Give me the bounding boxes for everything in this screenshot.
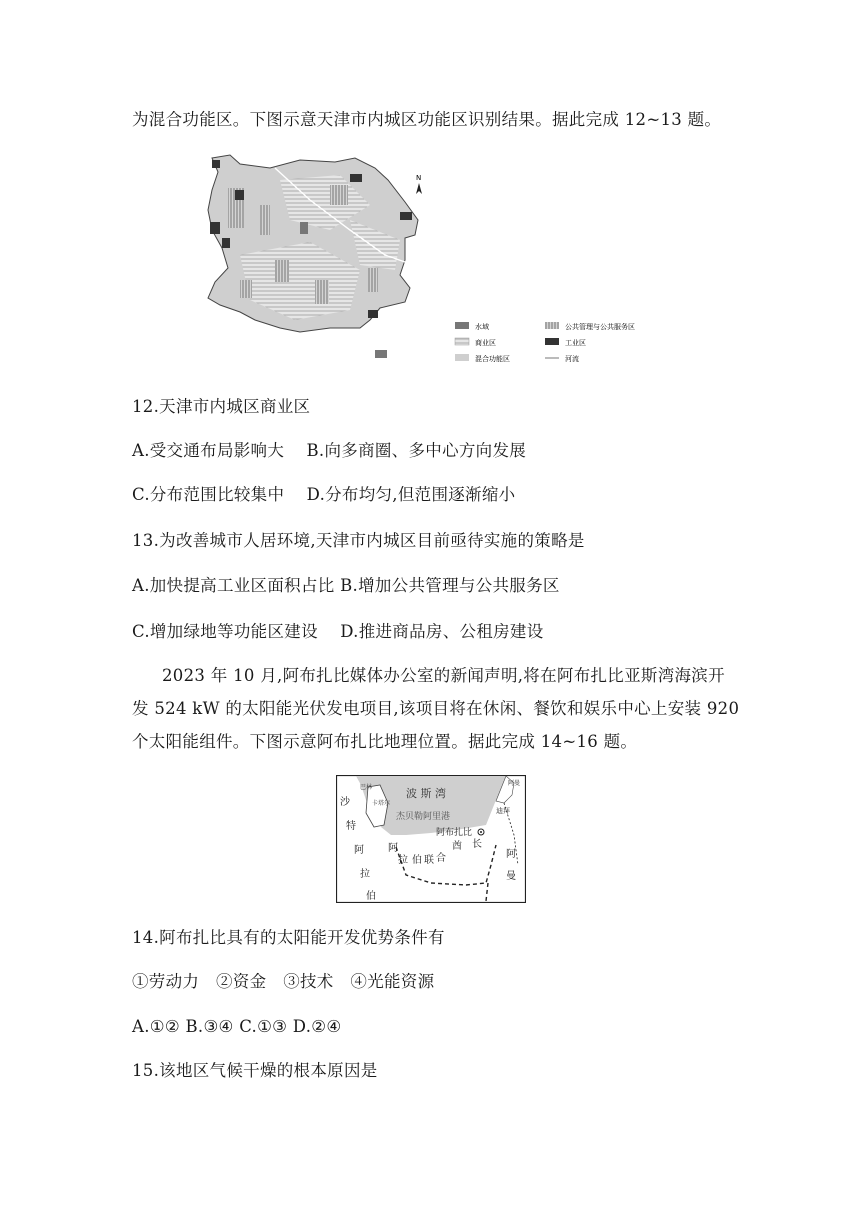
- svg-text:拉: 拉: [360, 869, 370, 880]
- q14-stem: 14.阿布扎比具有的太阳能开发优势条件有: [132, 928, 445, 947]
- legend-industrial: 工业区: [565, 339, 586, 347]
- q14-options: A.①② B.③④ C.①③ D.②④: [132, 1017, 342, 1036]
- label-hormuz: 阿曼: [508, 780, 521, 787]
- legend-commercial: 商业区: [475, 339, 496, 347]
- abu-dhabi-location-map: [336, 775, 526, 903]
- svg-text:长: 长: [472, 839, 482, 850]
- q13-options-cd: C.增加绿地等功能区建设 D.推进商品房、公租房建设: [132, 622, 544, 641]
- label-bahrain: 巴林: [360, 784, 373, 791]
- label-gulf: 波 斯 湾: [406, 787, 446, 800]
- q12-options-cd: C.分布范围比较集中 D.分布均匀,但范围逐渐缩小: [132, 485, 516, 504]
- svg-text:阿: 阿: [354, 845, 364, 856]
- label-abu-dhabi: 阿布扎比: [436, 828, 473, 838]
- passage-line-3: 个太阳能组件。下图示意阿布扎比地理位置。据此完成 14~16 题。: [132, 732, 638, 751]
- svg-text:沙: 沙: [340, 797, 350, 808]
- north-label: N: [416, 174, 422, 182]
- q12-options-ab: A.受交通布局影响大 B.向多商圈、多中心方向发展: [132, 441, 527, 460]
- tianjin-function-zone-map: [200, 150, 680, 372]
- svg-text:曼: 曼: [506, 871, 516, 882]
- label-dubai: 迪拜: [496, 807, 510, 815]
- svg-text:特: 特: [346, 821, 356, 832]
- legend-mixed: 混合功能区: [475, 355, 510, 363]
- svg-text:酋: 酋: [452, 841, 462, 852]
- q14-items: ①劳动力 ②资金 ③技术 ④光能资源: [132, 972, 435, 991]
- svg-text:联: 联: [424, 855, 434, 866]
- label-bay: 杰贝勒阿里港: [396, 812, 451, 822]
- legend-public: 公共管理与公共服务区: [565, 323, 635, 331]
- legend-river: 河流: [565, 355, 579, 363]
- legend-water: 水域: [475, 323, 489, 331]
- svg-text:合: 合: [436, 853, 446, 864]
- q12-stem: 12.天津市内城区商业区: [132, 397, 311, 416]
- q13-stem: 13.为改善城市人居环境,天津市内城区目前亟待实施的策略是: [132, 531, 585, 550]
- map-legend: [455, 322, 635, 363]
- passage-line-2: 发 524 kW 的太阳能光伏发电项目,该项目将在休闲、餐饮和娱乐中心上安装 920: [132, 699, 740, 718]
- passage-line-1: 2023 年 10 月,阿布扎比媒体办公室的新闻声明,将在阿布扎比亚斯湾海滨开: [162, 666, 725, 685]
- svg-text:伯: 伯: [412, 855, 422, 866]
- svg-text:伯: 伯: [366, 891, 376, 902]
- svg-text:拉: 拉: [398, 855, 408, 866]
- svg-text:阿: 阿: [506, 849, 516, 860]
- label-qatar: 卡塔尔: [372, 800, 391, 807]
- svg-text:阿: 阿: [388, 843, 398, 854]
- q13-options-ab: A.加快提高工业区面积占比 B.增加公共管理与公共服务区: [132, 576, 560, 595]
- q15-stem: 15.该地区气候干燥的根本原因是: [132, 1061, 378, 1080]
- intro-line: 为混合功能区。下图示意天津市内城区功能区识别结果。据此完成 12~13 题。: [132, 110, 722, 129]
